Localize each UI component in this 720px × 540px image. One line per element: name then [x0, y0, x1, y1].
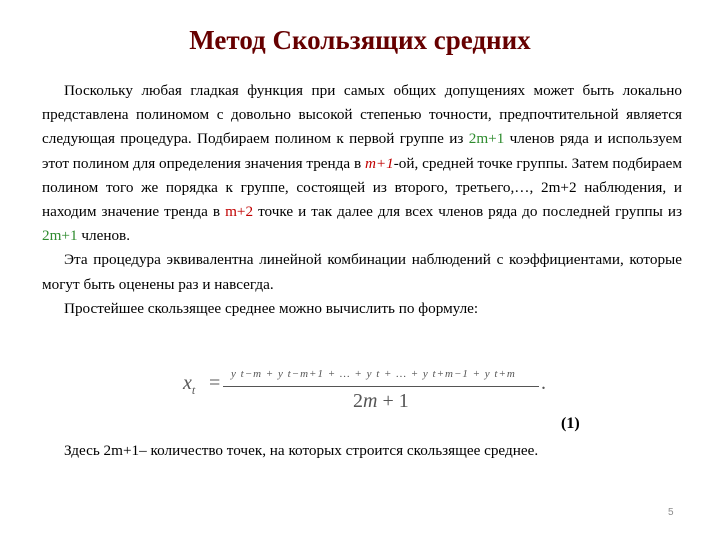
formula-fraction-line — [223, 386, 539, 387]
highlight-2m-plus-1: 2m+1 — [468, 130, 505, 148]
formula-numerator: y t−m + y t−m+1 + … + y t + … + y t+m−1 + y t+m — [231, 368, 516, 380]
paragraph-procedure — [42, 79, 682, 248]
highlight-2m-plus-1-second: 2m+1 — [42, 227, 78, 245]
formula-lhs: $x_t$ — [183, 372, 196, 397]
paragraph-procedure-text-5: членов. — [77, 227, 131, 245]
formula-denominator: 2m + 1 — [353, 390, 409, 412]
moving-average-formula — [183, 368, 563, 416]
paragraph-procedure-text-3: -ой, средней точке группы. Затем подбираем полином того же порядка к группе, состоящей из второго, третьего,…, 2m+2 наблюдения, и находим значение тренда в — [42, 154, 682, 221]
paragraph-procedure-text-2: членов ряда и используем этот полином для определения значения тренда в — [42, 130, 682, 172]
paragraph-points-definition: Здесь 2m+1– количество точек, на которых строится скользящее среднее. — [64, 442, 539, 459]
paragraph-procedure-text-4: точке и так далее для всех членов ряда до последней группы из — [253, 203, 682, 221]
highlight-m-plus-1: m+1 — [364, 154, 394, 172]
page-number: 5 — [668, 507, 674, 518]
body-text — [42, 79, 682, 321]
highlight-m-plus-2: m+2 — [225, 203, 254, 221]
formula-end-dot: . — [541, 372, 546, 394]
equation-number: (1) — [561, 415, 580, 432]
formula-equals: = — [209, 372, 221, 394]
paragraph-formula-intro: Простейшее скользящее среднее можно вычислить по формуле: — [64, 299, 479, 317]
slide-title: Метод Скользящих средних — [189, 25, 531, 55]
paragraph-equivalence: Эта процедура эквивалентна линейной комбинации наблюдений с коэффициентами, которые могут быть оценены раз и навсегда. — [42, 251, 682, 293]
paragraph-procedure-text-1: Поскольку любая гладкая функция при самых общих допущениях может быть локально представлена полиномом с довольно высокой степенью точности, предпочтительной является следующая процедура. Подбираем полином к первой группе из — [42, 82, 682, 148]
